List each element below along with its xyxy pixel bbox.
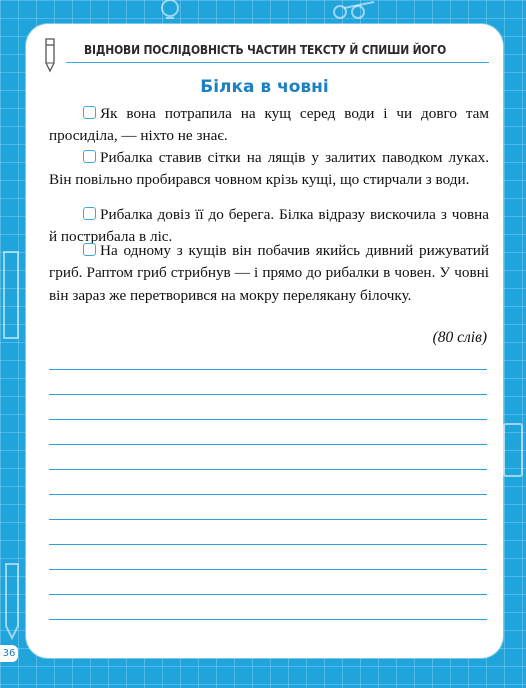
story-title: Білка в човні	[200, 77, 329, 97]
writing-line[interactable]	[49, 444, 487, 445]
writing-line[interactable]	[49, 569, 487, 570]
writing-line[interactable]	[49, 494, 487, 495]
writing-line[interactable]	[49, 419, 487, 420]
ruler-doodle-icon	[0, 250, 24, 340]
writing-line[interactable]	[49, 369, 487, 370]
paragraph-text: Рибалка довіз її до берега. Білка відразу вискочила з човна й пострибала в ліс.	[49, 206, 489, 246]
title-divider	[66, 62, 489, 63]
writing-line[interactable]	[49, 394, 487, 395]
order-checkbox-3[interactable]	[83, 207, 96, 220]
paragraph-text: Рибалка ставив сітки на лящів у залитих паводком луках. Він повільно пробирався човном крізь кущі, що стирчали з води.	[49, 149, 489, 189]
lightbulb-doodle-icon	[150, 0, 190, 24]
worksheet-page	[26, 24, 503, 658]
writing-line[interactable]	[49, 469, 487, 470]
paragraph-4	[49, 240, 489, 307]
paragraph-text: Як вона потрапила на кущ серед води і чи довго там просиділа, — ніхто не знає.	[49, 105, 489, 145]
order-checkbox-2[interactable]	[83, 150, 96, 163]
paragraph-1	[49, 103, 489, 148]
writing-line[interactable]	[49, 519, 487, 520]
paragraph-2	[49, 147, 489, 192]
order-checkbox-1[interactable]	[83, 106, 96, 119]
writing-line[interactable]	[49, 619, 487, 620]
order-checkbox-4[interactable]	[83, 243, 96, 256]
writing-line[interactable]	[49, 594, 487, 595]
writing-line[interactable]	[49, 544, 487, 545]
book-doodle-icon	[500, 420, 526, 480]
pencil-icon	[42, 37, 58, 73]
pencil-doodle-icon	[2, 560, 22, 640]
word-count: (80 слів)	[432, 329, 487, 346]
page-number: 36	[0, 645, 18, 662]
scissors-doodle-icon	[330, 0, 380, 22]
task-title: ВІДНОВИ ПОСЛІДОВНІСТЬ ЧАСТИН ТЕКСТУ Й СПИШИ ЙОГО	[84, 42, 447, 57]
paragraph-text: На одному з кущів він побачив якийсь дивний рижуватий гриб. Раптом гриб стрибнув — і прямо до рибалки в човен. У човні він зараз же перетворився на мокру перелякану білочку.	[49, 242, 489, 304]
